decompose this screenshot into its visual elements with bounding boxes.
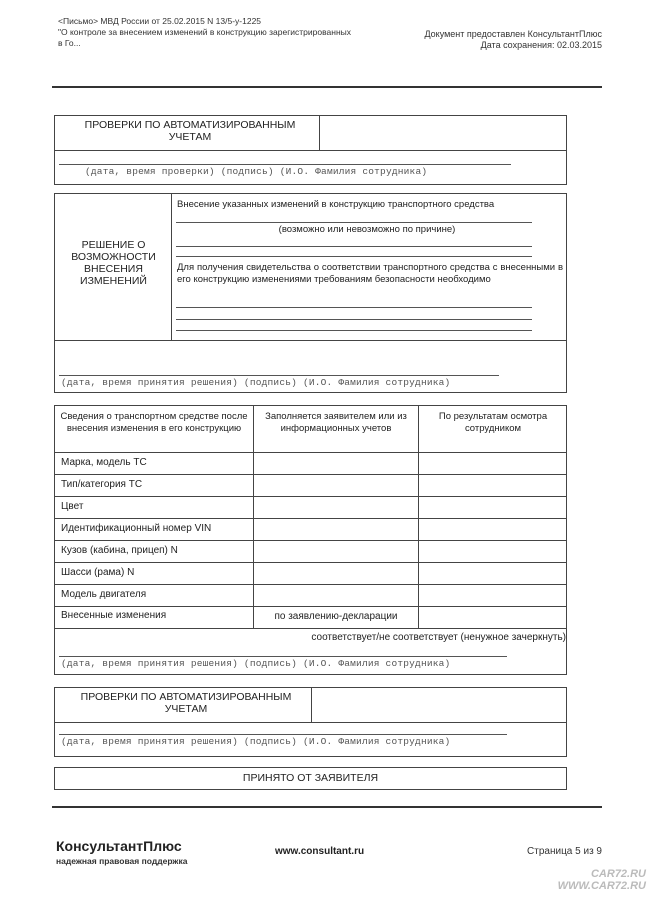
- decision-fill-line-3: [176, 256, 532, 257]
- decision-reason-caption: (возможно или невозможно по причине): [278, 224, 456, 235]
- logo-main-text: КонсультантПлюс: [56, 838, 182, 854]
- decision-fill-line-1: [176, 222, 532, 223]
- automated-checks-box: [54, 115, 567, 185]
- decision-line1: Внесение указанных изменений в конструкцию транспортного средства: [177, 199, 495, 210]
- title-row-divider-2: [55, 722, 566, 723]
- table-row-label: Цвет: [61, 501, 84, 512]
- decision-fill-line-6: [176, 330, 532, 331]
- header-divider: [52, 86, 602, 88]
- footer-divider: [52, 806, 602, 808]
- column-divider-2: [418, 406, 419, 628]
- applicant-declaration-value: по заявлению-декларации: [274, 611, 398, 622]
- decision-title: РЕШЕНИЕ О ВОЗМОЖНОСТИ ВНЕСЕНИЯ ИЗМЕНЕНИЙ: [71, 239, 156, 287]
- table-row-label: Идентификационный номер VIN: [61, 523, 212, 534]
- table-row-divider: [55, 518, 566, 519]
- table-row-label: Внесенные изменения: [61, 610, 167, 621]
- footer-url[interactable]: www.consultant.ru: [275, 846, 365, 857]
- decision-fill-line-2: [176, 246, 532, 247]
- decision-divider: [171, 194, 172, 340]
- table-row-label: Шасси (рама) N: [61, 567, 135, 578]
- site-watermark: [558, 868, 646, 892]
- decision-row-divider: [55, 340, 566, 341]
- table-header-applicant: Заполняется заявителем или из информационных учетов: [265, 411, 407, 434]
- decision-paragraph: Для получения свидетельства о соответствии транспортного средства с внесенными в его конструкцию изменениями требованиям безопасности необходимо: [177, 262, 563, 285]
- conformity-note: соответствует/не соответствует (ненужное зачеркнуть): [311, 632, 566, 643]
- decision-box: [54, 193, 567, 393]
- signature-line: [59, 164, 511, 165]
- table-signature-caption: (дата, время принятия решения) (подпись) (И.О. Фамилия сотрудника): [61, 658, 451, 669]
- title-divider: [319, 116, 320, 150]
- table-header-inspection: По результатам осмотра сотрудником: [438, 411, 548, 434]
- header-provider: Документ предоставлен КонсультантПлюс: [424, 29, 602, 39]
- decision-signature-caption: (дата, время принятия решения) (подпись) (И.О. Фамилия сотрудника): [61, 377, 451, 388]
- document-header-left: [58, 16, 378, 49]
- table-row-divider: [55, 584, 566, 585]
- decision-fill-line-5: [176, 319, 532, 320]
- title-row-divider: [55, 150, 566, 151]
- accepted-from-applicant-box: [54, 767, 567, 790]
- consultant-logo: [56, 838, 187, 866]
- decision-signature-line: [59, 375, 499, 376]
- signature-caption-2: (дата, время принятия решения) (подпись) (И.О. Фамилия сотрудника): [61, 736, 451, 747]
- title-divider-2: [311, 688, 312, 722]
- watermark-line1: CAR72.RU: [590, 868, 646, 880]
- table-row-divider: [55, 562, 566, 563]
- signature-line-2: [59, 734, 507, 735]
- table-row-label: Кузов (кабина, прицеп) N: [61, 545, 178, 556]
- document-header-right: [424, 29, 602, 51]
- table-row-divider: [55, 540, 566, 541]
- table-row-label: Марка, модель ТС: [61, 457, 147, 468]
- page-number: Страница 5 из 9: [527, 846, 602, 857]
- decision-fill-line-4: [176, 307, 532, 308]
- table-row-label: Тип/категория ТС: [61, 479, 143, 490]
- column-divider-1: [253, 406, 254, 628]
- table-row-divider: [55, 628, 566, 629]
- table-row-divider: [55, 452, 566, 453]
- automated-checks-box-2: [54, 687, 567, 757]
- logo-tagline: надежная правовая поддержка: [56, 856, 188, 866]
- signature-caption: (дата, время проверки) (подпись) (И.О. Фамилия сотрудника): [85, 166, 428, 177]
- table-row-label: Модель двигателя: [61, 589, 147, 600]
- table-signature-line: [59, 656, 507, 657]
- table-row-divider: [55, 496, 566, 497]
- watermark-line2: WWW.CAR72.RU: [557, 880, 646, 892]
- header-title-line: "О контроле за внесением изменений в конструкцию зарегистрированных: [58, 27, 352, 37]
- automated-checks-title: ПРОВЕРКИ ПО АВТОМАТИЗИРОВАННЫМ УЧЕТАМ: [84, 119, 296, 143]
- header-source-line: <Письмо> МВД России от 25.02.2015 N 13/5-у-1225: [58, 16, 262, 26]
- accepted-from-applicant-title: ПРИНЯТО ОТ ЗАЯВИТЕЛЯ: [242, 772, 379, 784]
- header-save-date: Дата сохранения: 02.03.2015: [480, 40, 602, 50]
- table-header-vehicle: Сведения о транспортном средстве после внесения изменения в его конструкцию: [60, 411, 248, 434]
- table-row-divider: [55, 606, 566, 607]
- vehicle-info-table: [54, 405, 567, 675]
- table-row-divider: [55, 474, 566, 475]
- header-title-continuation: в Го...: [58, 38, 81, 48]
- automated-checks-title-2: ПРОВЕРКИ ПО АВТОМАТИЗИРОВАННЫМ УЧЕТАМ: [80, 691, 292, 715]
